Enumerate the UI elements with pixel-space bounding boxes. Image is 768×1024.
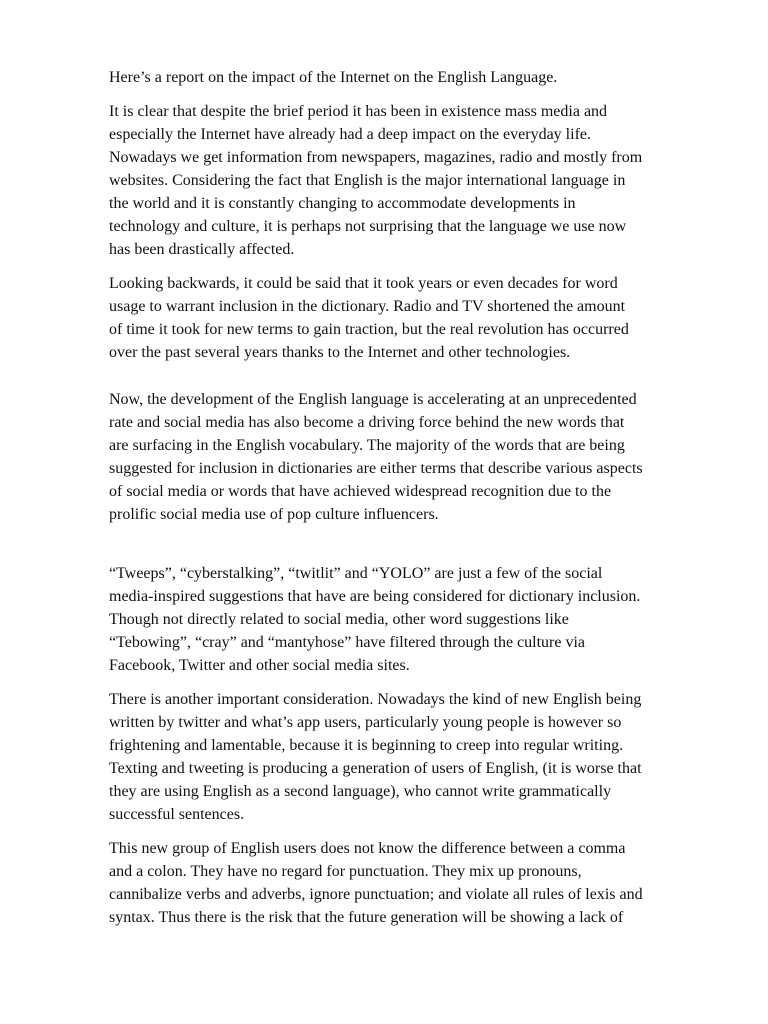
text-line: frightening and lamentable, because it is beginning to creep into regular writing. (109, 737, 624, 754)
paragraph-2 (109, 272, 749, 364)
text-line: and a colon. They have no regard for punctuation. They mix up pronouns, (109, 863, 582, 880)
text-line: This new group of English users does not know the difference between a comma (109, 840, 626, 857)
text-line: successful sentences. (109, 806, 245, 823)
text-line: are surfacing in the English vocabulary. The majority of the words that are being (109, 437, 625, 454)
text-line: media-inspired suggestions that have are being considered for dictionary inclusion. (109, 588, 641, 605)
text-line: “Tebowing”, “cray” and “mantyhose” have filtered through the culture via (109, 634, 586, 651)
text-line: has been drastically affected. (109, 241, 295, 258)
text-line: Though not directly related to social media, other word suggestions like (109, 611, 569, 628)
text-line: especially the Internet have already had a deep impact on the everyday life. (109, 126, 591, 143)
text-line: technology and culture, it is perhaps not surprising that the language we use now (109, 218, 627, 235)
text-line: prolific social media use of pop culture influencers. (109, 506, 439, 523)
text-line: cannibalize verbs and adverbs, ignore punctuation; and violate all rules of lexis and (109, 886, 643, 903)
text-line: There is another important consideration. Nowadays the kind of new English being (109, 691, 642, 708)
text-line: they are using English as a second language), who cannot write grammatically (109, 783, 612, 800)
text-line: Texting and tweeting is producing a generation of users of English, (it is worse that (109, 760, 642, 777)
text-line: Nowadays we get information from newspapers, magazines, radio and mostly from (109, 149, 643, 166)
text-line: the world and it is constantly changing to accommodate developments in (109, 195, 576, 212)
text-line: Facebook, Twitter and other social media sites. (109, 657, 410, 674)
text-line: suggested for inclusion in dictionaries are either terms that describe various aspects (109, 460, 643, 477)
text-line: “Tweeps”, “cyberstalking”, “twitlit” and “YOLO” are just a few of the social (109, 565, 603, 582)
text-line: of social media or words that have achieved widespread recognition due to the (109, 483, 612, 500)
paragraph-3 (109, 388, 749, 526)
text-line: websites. Considering the fact that English is the major international language in (109, 172, 626, 189)
text-line: Here’s a report on the impact of the Internet on the English Language. (109, 69, 558, 86)
text-line: syntax. Thus there is the risk that the future generation will be showing a lack of (109, 909, 624, 926)
text-line: over the past several years thanks to the Internet and other technologies. (109, 344, 571, 361)
text-line: rate and social media has also become a driving force behind the new words that (109, 414, 625, 431)
text-line: Now, the development of the English language is accelerating at an unprecedented (109, 391, 637, 408)
text-line: usage to warrant inclusion in the dictionary. Radio and TV shortened the amount (109, 298, 626, 315)
paragraph-5 (109, 688, 749, 826)
text-line: It is clear that despite the brief period it has been in existence mass media and (109, 103, 608, 120)
paragraph-1 (109, 100, 749, 261)
text-line: written by twitter and what’s app users, particularly young people is however so (109, 714, 622, 731)
document-title (109, 66, 749, 89)
document-body (109, 66, 749, 929)
text-line: Looking backwards, it could be said that it took years or even decades for word (109, 275, 618, 292)
text-line: of time it took for new terms to gain traction, but the real revolution has occurred (109, 321, 629, 338)
paragraph-4 (109, 562, 749, 677)
paragraph-6 (109, 837, 749, 929)
